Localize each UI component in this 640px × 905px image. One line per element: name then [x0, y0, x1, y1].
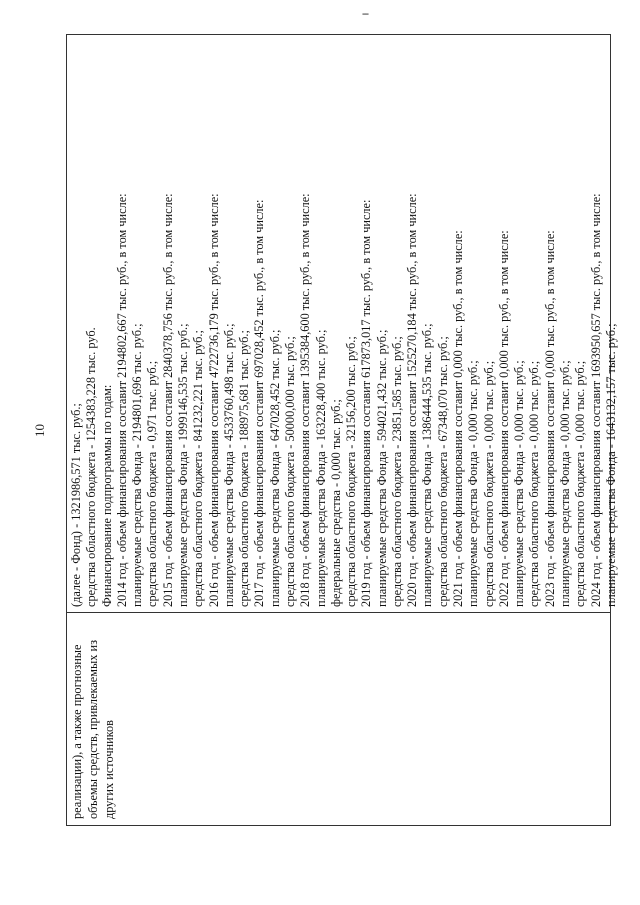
funding-line: 2019 год - объем финансирования составит 617873,017 тыс. руб., в том числе:: [359, 199, 374, 607]
funding-table: [66, 34, 618, 826]
funding-line: 2017 год - объем финансирования составит 697028,452 тыс. руб., в том числе:: [252, 199, 267, 607]
funding-line: 2015 год - объем финансирования составит 2840378,756 тыс. руб., в том числе:: [160, 193, 175, 607]
funding-line: планируемые средства Фонда - 4533760,498 тыс. руб.;: [221, 323, 236, 607]
funding-line: средства областного бюджета - 0,000 тыс. руб.;: [527, 360, 542, 607]
left-cell-line: реализации), а также прогнозные: [70, 644, 84, 819]
funding-line: 2014 год - объем финансирования составит 2194802,667 тыс. руб., в том числе:: [114, 193, 129, 607]
left-cell-line: объемы средств, привлекаемых из: [86, 640, 100, 819]
funding-line: планируемые средства Фонда - 594021,432 тыс. руб.;: [374, 329, 389, 607]
funding-line: 2016 год - объем финансирования составит 4722736,179 тыс. руб., в том числе:: [206, 193, 221, 607]
funding-line: планируемые средства Фонда - 2194801,696 тыс. руб.;: [130, 323, 145, 607]
page-top-mark: --: [362, 6, 368, 20]
funding-line: средства областного бюджета - 0,971 тыс. руб.;: [145, 360, 160, 607]
funding-line: средства областного бюджета - 50000,000 тыс. руб.;: [282, 336, 297, 607]
funding-line: планируемые средства Фонда - 1643132,157 тыс. руб.;: [603, 323, 618, 607]
funding-line: средства областного бюджета - 0,000 тыс. руб.;: [481, 360, 496, 607]
funding-line: средства областного бюджета - 188975,681 тыс. руб.;: [237, 330, 252, 607]
funding-line: 2020 год - объем финансирования составит 1525270,184 тыс. руб., в том числе:: [405, 193, 420, 607]
funding-line: средства областного бюджета - 23851,585 тыс. руб.;: [389, 336, 404, 607]
funding-line: 2021 год - объем финансирования составит 0,000 тыс. руб., в том числе:: [451, 230, 466, 607]
funding-line: 2023 год - объем финансирования составит 0,000 тыс. руб., в том числе:: [542, 230, 557, 607]
funding-line: планируемые средства Фонда - 1386444,535 тыс. руб.;: [420, 323, 435, 607]
funding-line: (далее - Фонд) - 1321986,571 тыс. руб.;: [69, 403, 83, 607]
funding-line: 2022 год - объем финансирования составит 0,000 тыс. руб., в том числе:: [496, 230, 511, 607]
funding-line: средства областного бюджета - 67348,070 тыс. руб.;: [435, 336, 450, 607]
funding-line: средства областного бюджета - 32156,200 тыс. руб.;: [344, 336, 359, 607]
left-cell-line: других источников: [102, 720, 116, 819]
funding-line: планируемые средства Фонда - 647028,452 тыс. руб.;: [267, 329, 282, 607]
funding-line: 2018 год - объем финансирования составит 1395384,600 тыс. руб., в том числе:: [298, 193, 313, 607]
funding-line: средства областного бюджета - 841232,221 тыс. руб.;: [191, 330, 206, 607]
funding-line: планируемые средства Фонда - 1999146,535 тыс. руб.;: [175, 323, 190, 607]
funding-line: планируемые средства Фонда - 0,000 тыс. руб.;: [512, 360, 527, 607]
funding-line: федеральные средства - 0,000 тыс. руб.;: [328, 399, 343, 607]
table-right-cell: [69, 37, 619, 607]
table-left-cell: [67, 613, 610, 825]
funding-line: средства областного бюджета - 1254383,228 тыс. руб.: [84, 327, 99, 607]
funding-line: планируемые средства Фонда - 0,000 тыс. руб.;: [558, 360, 572, 607]
funding-line: 2024 год - объем финансирования составит 1693950,657 тыс. руб., в том числе:: [588, 193, 603, 607]
funding-line: планируемые средства Фонда - 163228,400 тыс. руб.;: [313, 329, 328, 607]
funding-line: средства областного бюджета - 0,000 тыс. руб.;: [573, 360, 588, 607]
page-number: 10: [32, 424, 47, 437]
funding-line: Финансирование подпрограммы по годам:: [99, 384, 114, 607]
funding-line: планируемые средства Фонда - 0,000 тыс. руб.;: [466, 360, 481, 607]
